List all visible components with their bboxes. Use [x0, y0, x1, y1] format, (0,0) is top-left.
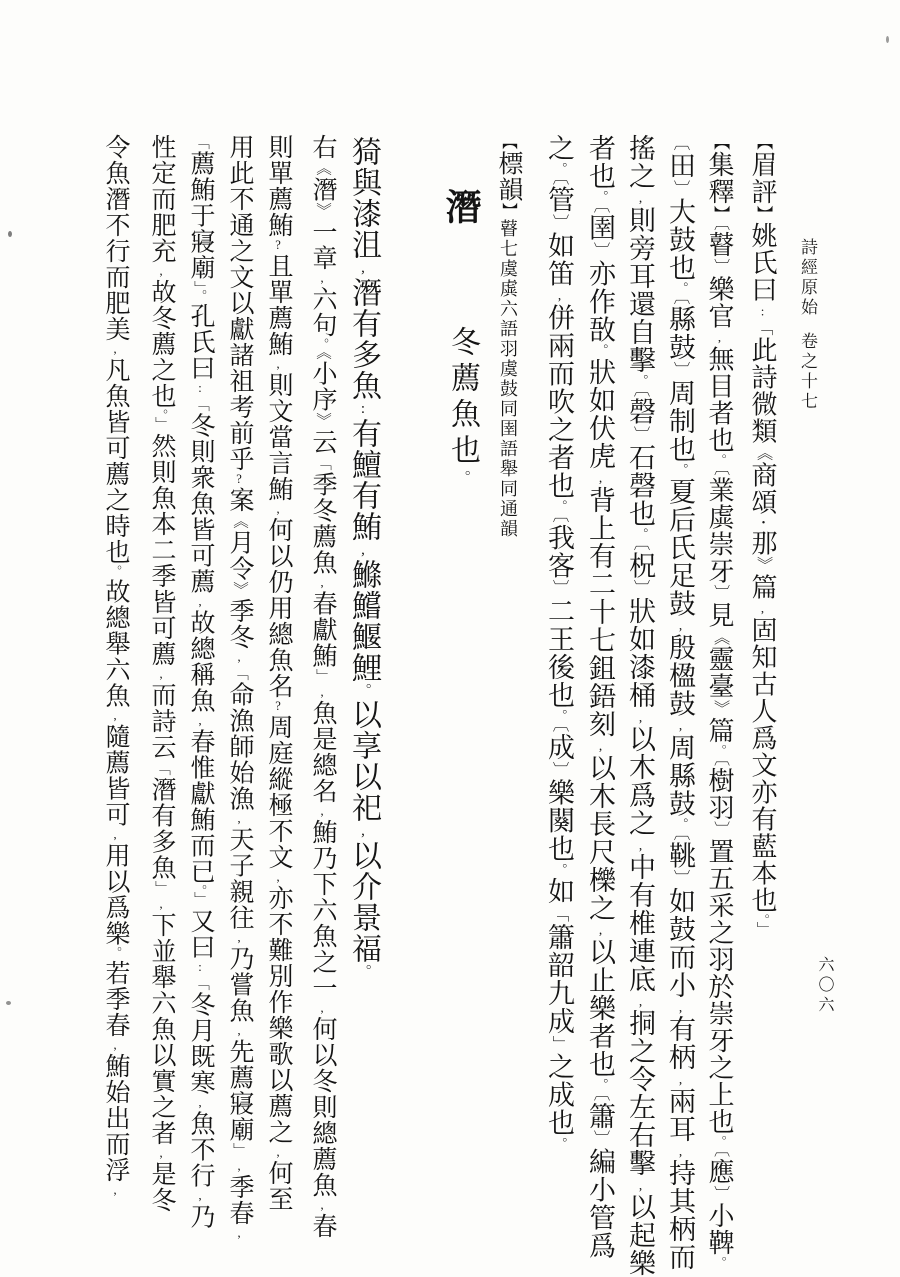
- scan-speck: [886, 36, 889, 43]
- scan-speck: [6, 1001, 11, 1005]
- collected-glosses-column-3: 搖之,則旁耳還自擊。〔磬〕石磬也。〔柷〕狀如漆桶,以木爲之,中有椎連底,挏之令左右擊,以起樂: [625, 134, 655, 1277]
- running-head-book-title: 詩經原始: [798, 238, 817, 318]
- collected-glosses-column-1: 【集釋】〔瞽〕樂官,無目者也。〔業虡崇牙〕見《靈臺》篇。〔樹羽〕置五采之羽於崇牙之上也。〔應〕小鞞。: [705, 134, 734, 1271]
- eyebrow-note-column: 【眉評】姚氏曰:「此詩微類《商頌・那》篇,固知古人爲文亦有藍本也。」: [748, 134, 777, 939]
- rhyme-note-column: [496, 134, 521, 539]
- commentary-column-1: 右《潛》一章,六句。《小序》云「季冬薦魚,春獻鮪」,魚是總名,鮪乃下六魚之一,何以冬則總薦魚,春: [309, 134, 336, 1239]
- collected-glosses-column-4: 者也。〔圉〕亦作敔。狀如伏虎,背上有二十七鉏鋙刻,以木長尺櫟之,以止樂者也。〔簫〕編小管爲: [585, 134, 615, 1260]
- rhyme-note-label: 【標韻】: [495, 134, 522, 219]
- poem-title: 潛: [441, 188, 481, 225]
- commentary-column-3: 用此不通之文以獻諸祖考前乎?案《月令》季冬,「命漁師始漁,天子親往,乃嘗魚,先薦寢廟」,季春,: [226, 134, 253, 1241]
- commentary-column-5: 性定而肥充,故冬薦之也。」然則魚本二季皆可薦,而詩云「潛有多魚」,下並舉六魚以實之者,是冬: [148, 134, 175, 1213]
- collected-glosses-column-2: 〔田〕大鼓也。〔縣鼓〕周制也。夏后氏足鼓,殷楹鼓,周縣鼓。〔鞉〕如鼓而小,有柄,兩耳,持其柄而: [665, 134, 695, 1272]
- commentary-column-6: 令魚潛不行而肥美,凡魚皆可薦之時也。故總舉六魚,隨薦皆可,用以爲樂。若季春,鮪始出而浮,: [102, 134, 129, 1198]
- running-head-volume: 卷之十七: [798, 332, 817, 412]
- commentary-column-2: 則單薦鮪?且單薦鮪,則文當言鮪,何以仍用總魚名?周庭縱極不文,亦不難別作樂歌以薦之,何至: [265, 134, 292, 1212]
- poem-verse-column: 猗與漆沮,潛有多魚:有鱣有鮪,鰷鱨鰋鯉。以享以祀,以介景福。: [347, 136, 380, 980]
- scan-speck: [8, 231, 12, 237]
- poem-subtitle: 冬薦魚也。: [446, 326, 479, 491]
- page-number: 六〇六: [816, 956, 833, 1016]
- rhyme-note-body: 瞽七虞虡六語羽虞鼓同圉語舉同通韻: [498, 219, 518, 539]
- commentary-column-4: 「薦鮪于寢廟」。孔氏曰:「冬則衆魚皆可薦,故總稱魚,春惟獻鮪而已。」又曰:「冬月既寒,魚不行,乃: [187, 134, 214, 1230]
- collected-glosses-column-5: 之。〔管〕如笛,併兩而吹之者也。〔我客〕二王後也。〔成〕樂闋也。如「簫韶九成」之成也。: [544, 134, 574, 1152]
